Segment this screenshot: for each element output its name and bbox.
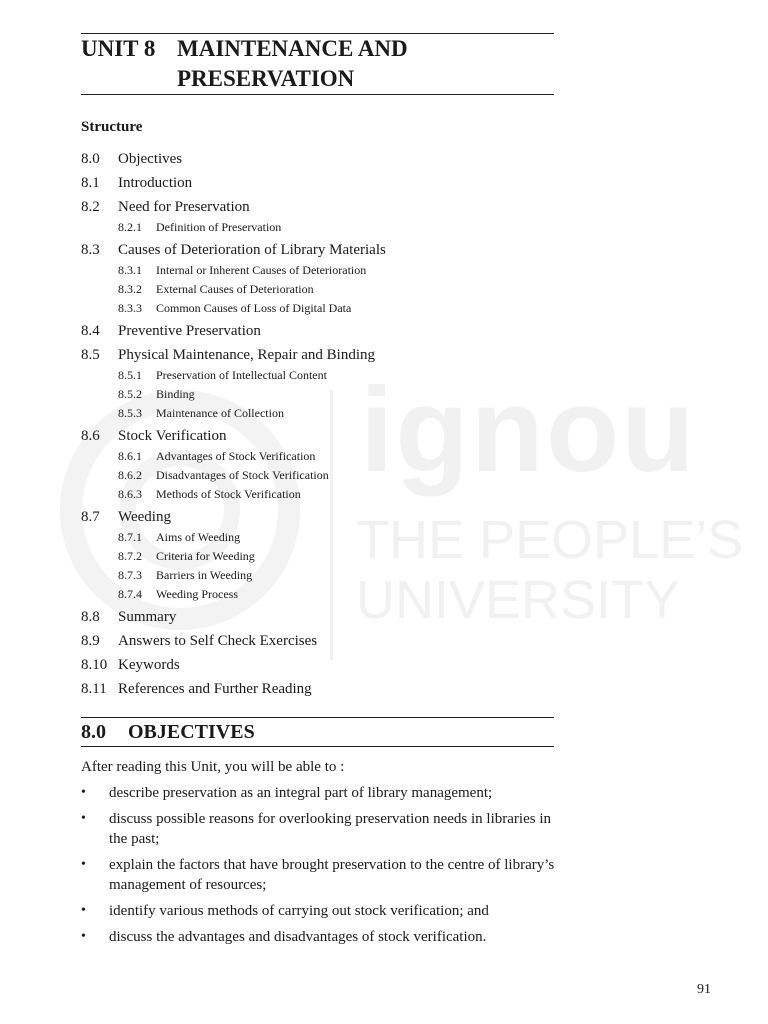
table-of-contents <box>81 146 561 700</box>
toc-number: 8.9 <box>81 633 100 649</box>
toc-label: Causes of Deterioration of Library Materials <box>118 242 386 258</box>
objective-item <box>81 783 561 803</box>
bullet-icon: • <box>81 903 86 918</box>
toc-number: 8.6.3 <box>118 487 142 501</box>
toc-label: Weeding Process <box>156 587 239 601</box>
toc-number: 8.3.3 <box>118 301 142 315</box>
watermark-ignou: ignou <box>360 363 697 497</box>
toc-section <box>81 425 561 447</box>
toc-section <box>81 196 561 218</box>
toc-label: Summary <box>118 609 177 625</box>
bullet-icon: • <box>81 857 86 872</box>
toc-label: Physical Maintenance, Repair and Binding <box>118 347 376 363</box>
toc-label: Need for Preservation <box>118 199 250 215</box>
toc-section <box>81 506 561 528</box>
watermark-line2: THE PEOPLE’S <box>356 510 744 570</box>
unit-title-line1: MAINTENANCE AND <box>177 36 408 61</box>
objectives-heading <box>81 719 255 745</box>
objectives-bottom-rule <box>81 746 554 747</box>
objective-text: discuss possible reasons for overlooking preservation needs in libraries in the past; <box>109 811 551 847</box>
toc-label: Common Causes of Loss of Digital Data <box>156 301 352 315</box>
toc-number: 8.6 <box>81 428 100 444</box>
unit-number: UNIT 8 <box>81 36 156 61</box>
toc-label: Preventive Preservation <box>118 323 261 339</box>
toc-number: 8.7.2 <box>118 549 142 563</box>
objective-text: discuss the advantages and disadvantages of stock verification. <box>109 929 487 945</box>
toc-label: Binding <box>156 387 195 401</box>
toc-number: 8.0 <box>81 151 100 167</box>
toc-number: 8.3 <box>81 242 100 258</box>
watermark-line3: UNIVERSITY <box>356 570 681 630</box>
toc-label: Methods of Stock Verification <box>156 487 301 501</box>
toc-section <box>81 239 561 261</box>
toc-number: 8.5.1 <box>118 368 142 382</box>
toc-label: Internal or Inherent Causes of Deterioration <box>156 263 367 277</box>
toc-label: Barriers in Weeding <box>156 568 253 582</box>
toc-label: Criteria for Weeding <box>156 549 255 563</box>
toc-label: Introduction <box>118 175 193 191</box>
toc-subsection <box>81 404 561 423</box>
toc-number: 8.7 <box>81 509 100 525</box>
toc-label: Advantages of Stock Verification <box>156 449 316 463</box>
toc-subsection <box>81 547 561 566</box>
structure-label: Structure <box>81 119 143 135</box>
toc-label: References and Further Reading <box>118 681 312 697</box>
objective-item <box>81 901 561 921</box>
toc-section <box>81 678 561 700</box>
toc-label: Keywords <box>118 657 180 673</box>
objectives-title: OBJECTIVES <box>128 721 255 743</box>
toc-number: 8.10 <box>81 657 108 673</box>
toc-label: Maintenance of Collection <box>156 406 284 420</box>
toc-number: 8.3.1 <box>118 263 142 277</box>
toc-number: 8.7.4 <box>118 587 142 601</box>
toc-number: 8.2.1 <box>118 220 142 234</box>
objectives-list <box>81 783 561 953</box>
toc-section <box>81 606 561 628</box>
unit-title-line2: PRESERVATION <box>177 66 355 91</box>
toc-section <box>81 148 561 170</box>
page-number: 91 <box>697 982 711 997</box>
objectives-number: 8.0 <box>81 721 106 743</box>
toc-number: 8.8 <box>81 609 100 625</box>
toc-number: 8.5.2 <box>118 387 142 401</box>
toc-subsection <box>81 466 561 485</box>
toc-label: Objectives <box>118 151 183 167</box>
toc-subsection <box>81 385 561 404</box>
bullet-icon: • <box>81 929 86 944</box>
toc-label: Disadvantages of Stock Verification <box>156 468 329 482</box>
objectives-intro: After reading this Unit, you will be able to : <box>81 759 345 775</box>
toc-number: 8.2 <box>81 199 100 215</box>
toc-label: Aims of Weeding <box>156 530 241 544</box>
toc-number: 8.6.1 <box>118 449 142 463</box>
toc-number: 8.11 <box>81 681 107 697</box>
toc-section <box>81 344 561 366</box>
toc-subsection <box>81 261 561 280</box>
toc-number: 8.3.2 <box>118 282 142 296</box>
toc-section <box>81 320 561 342</box>
objective-text: explain the factors that have brought preservation to the centre of library’s management of resources; <box>109 857 555 893</box>
toc-label: Weeding <box>118 509 171 525</box>
toc-subsection <box>81 366 561 385</box>
toc-label: External Causes of Deterioration <box>156 282 314 296</box>
objectives-top-rule <box>81 717 554 718</box>
toc-number: 8.5 <box>81 347 100 363</box>
toc-label: Preservation of Intellectual Content <box>156 368 327 382</box>
bullet-icon: • <box>81 785 86 800</box>
toc-subsection <box>81 566 561 585</box>
objective-item <box>81 855 561 895</box>
toc-subsection <box>81 528 561 547</box>
toc-subsection <box>81 280 561 299</box>
toc-subsection <box>81 585 561 604</box>
objective-text: describe preservation as an integral part of library management; <box>109 785 493 801</box>
toc-section <box>81 654 561 676</box>
toc-subsection <box>81 218 561 237</box>
toc-subsection <box>81 299 561 318</box>
objective-item <box>81 927 561 947</box>
toc-section <box>81 172 561 194</box>
title-bottom-rule <box>81 94 554 95</box>
toc-subsection <box>81 485 561 504</box>
toc-label: Definition of Preservation <box>156 220 282 234</box>
toc-number: 8.6.2 <box>118 468 142 482</box>
toc-number: 8.4 <box>81 323 100 339</box>
toc-label: Answers to Self Check Exercises <box>118 633 318 649</box>
toc-number: 8.5.3 <box>118 406 142 420</box>
bullet-icon: • <box>81 811 86 826</box>
toc-number: 8.1 <box>81 175 100 191</box>
toc-number: 8.7.1 <box>118 530 142 544</box>
toc-section <box>81 630 561 652</box>
objective-text: identify various methods of carrying out stock verification; and <box>109 903 489 919</box>
objective-item <box>81 809 561 849</box>
toc-number: 8.7.3 <box>118 568 142 582</box>
toc-label: Stock Verification <box>118 428 227 444</box>
toc-subsection <box>81 447 561 466</box>
